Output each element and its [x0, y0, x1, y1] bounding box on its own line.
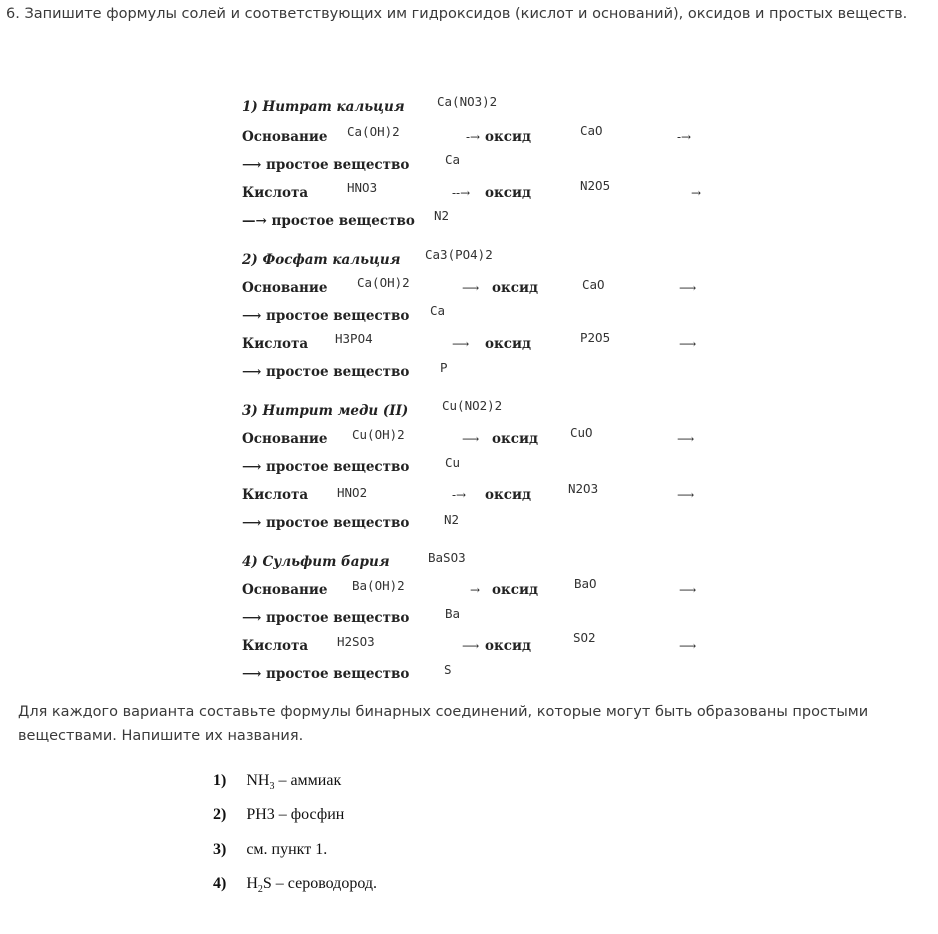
task-6-text: 6. Запишите формулы солей и соответствующих им гидроксидов (кислот и оснований), оксидов и простых веществ. — [6, 6, 908, 22]
oxide-label: оксид — [492, 431, 538, 447]
base-oxide-formula: CaO — [582, 277, 605, 292]
answer-number: 1) — [213, 772, 227, 789]
base-formula: Cu(OH)2 — [352, 427, 405, 442]
answer-row — [213, 841, 327, 859]
acid-formula: HNO2 — [337, 485, 368, 500]
arrow: ⟶ — [677, 488, 695, 502]
answer-formula: H — [246, 875, 258, 892]
arrow: ⟶ — [679, 337, 697, 351]
simple-substance-label: ⟶ простое вещество — [242, 308, 410, 324]
arrow: ⟶ — [462, 639, 480, 653]
simple-substance-label: ⟶ простое вещество — [242, 459, 410, 475]
arrow: ⟶ — [677, 432, 695, 446]
simple-substance-label: ⟶ простое вещество — [242, 515, 410, 531]
simple-substance-label: ⟶ простое вещество — [242, 364, 410, 380]
formula-tail: S — [262, 875, 272, 892]
block-title: 1) Нитрат кальция — [242, 99, 405, 115]
arrow: -→ — [466, 130, 481, 144]
answer-formula: см. пункт 1. — [246, 841, 328, 858]
acid-formula: H3PO4 — [335, 331, 373, 346]
arrow: → — [470, 583, 481, 597]
arrow: --→ — [452, 186, 471, 200]
arrow: ⟶ — [462, 281, 480, 295]
answer-text: – аммиак — [274, 772, 342, 789]
binary-compounds-task — [18, 700, 938, 748]
formula-subscript: 3 — [269, 781, 275, 793]
arrow: -→ — [677, 130, 692, 144]
acid-oxide-formula: SO2 — [573, 630, 596, 645]
acid-label: Кислота — [242, 336, 309, 352]
block-title: 4) Сульфит бария — [242, 554, 390, 570]
oxide-label: оксид — [485, 336, 531, 352]
answer-formula: PH3 — [246, 806, 275, 823]
simple-substance-label: ⟶ простое вещество — [242, 157, 410, 173]
answer-number: 2) — [213, 806, 227, 823]
arrow: -→ — [452, 488, 467, 502]
metal-formula: Ca — [430, 303, 446, 318]
nonmetal-formula: S — [444, 662, 452, 677]
salt-formula: Cu(NO2)2 — [442, 398, 503, 413]
metal-formula: Ba — [445, 606, 461, 621]
oxide-label: оксид — [485, 487, 531, 503]
binary-task-text: Для каждого варианта составьте формулы бинарных соединений, которые могут быть образованы простыми веществами. Напишите их названия. — [18, 704, 869, 744]
simple-substance-label: ⟶ простое вещество — [242, 666, 410, 682]
answer-text: – сероводород. — [271, 875, 377, 892]
oxide-label: оксид — [485, 638, 531, 654]
salt-formula: BaSO3 — [428, 550, 466, 565]
arrow: ⟶ — [452, 337, 470, 351]
acid-oxide-formula: N2O3 — [568, 481, 599, 496]
base-formula: Ca(OH)2 — [357, 275, 410, 290]
simple-substance-label: ⟶ простое вещество — [242, 610, 410, 626]
base-label: Основание — [242, 129, 328, 145]
acid-oxide-formula: P2O5 — [580, 330, 611, 345]
oxide-label: оксид — [492, 582, 538, 598]
oxide-label: оксид — [492, 280, 538, 296]
base-formula: Ca(OH)2 — [347, 124, 400, 139]
acid-formula: HNO3 — [347, 180, 378, 195]
base-oxide-formula: CuO — [570, 425, 593, 440]
salt-formula: Ca(NO3)2 — [437, 94, 498, 109]
salt-formula: Ca3(PO4)2 — [425, 247, 493, 262]
arrow: → — [691, 186, 702, 200]
arrow: ⟶ — [679, 281, 697, 295]
block-title: 2) Фосфат кальция — [242, 252, 401, 268]
base-label: Основание — [242, 280, 328, 296]
acid-label: Кислота — [242, 487, 309, 503]
acid-formula: H2SO3 — [337, 634, 375, 649]
answer-row — [213, 772, 341, 792]
arrow: ⟶ — [679, 639, 697, 653]
nonmetal-formula: N2 — [444, 512, 460, 527]
acid-label: Кислота — [242, 638, 309, 654]
block-title: 3) Нитрит меди (II) — [242, 403, 409, 419]
formula-subscript: 2 — [257, 884, 263, 896]
answer-row — [213, 806, 344, 824]
answer-formula: NH — [246, 772, 270, 789]
oxide-label: оксид — [485, 129, 531, 145]
acid-label: Кислота — [242, 185, 309, 201]
arrow: ⟶ — [679, 583, 697, 597]
base-oxide-formula: BaO — [574, 576, 597, 591]
base-label: Основание — [242, 582, 328, 598]
answer-row — [213, 875, 377, 895]
acid-oxide-formula: N2O5 — [580, 178, 611, 193]
answer-number: 4) — [213, 875, 227, 892]
base-label: Основание — [242, 431, 328, 447]
simple-substance-label: —→ простое вещество — [242, 213, 415, 229]
nonmetal-formula: N2 — [434, 208, 450, 223]
metal-formula: Cu — [445, 455, 461, 470]
metal-formula: Ca — [445, 152, 461, 167]
answer-number: 3) — [213, 841, 227, 858]
oxide-label: оксид — [485, 185, 531, 201]
nonmetal-formula: P — [440, 360, 448, 375]
base-formula: Ba(OH)2 — [352, 578, 405, 593]
base-oxide-formula: CaO — [580, 123, 603, 138]
answer-text: – фосфин — [274, 806, 345, 823]
arrow: ⟶ — [462, 432, 480, 446]
